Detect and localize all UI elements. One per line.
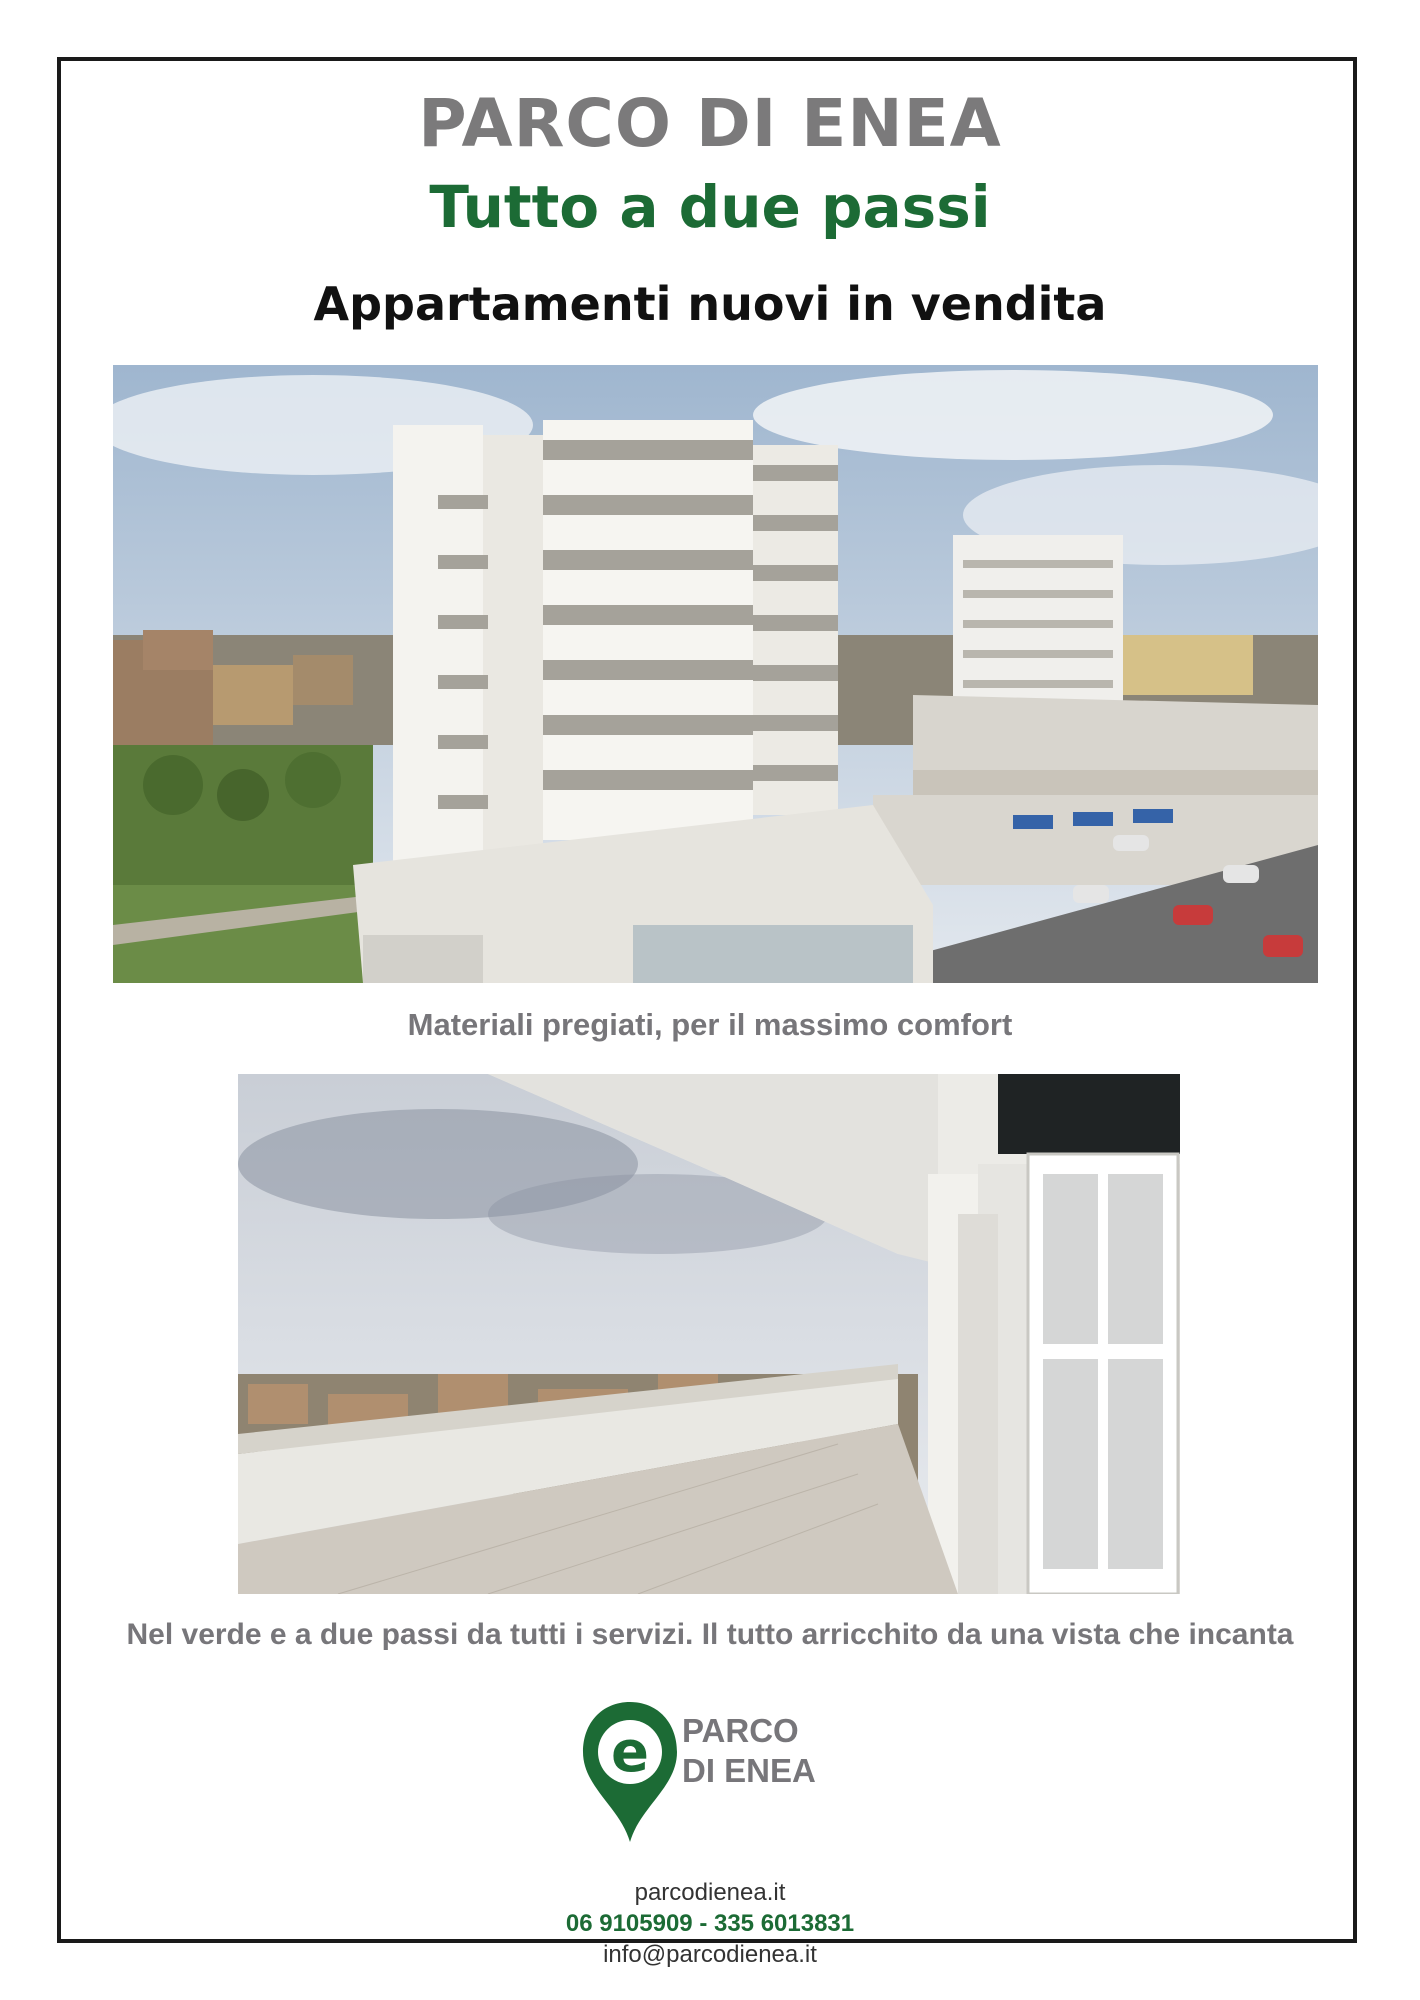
- website-link[interactable]: parcodienea.it: [634, 1879, 786, 1906]
- terrace-photo: [238, 1074, 1180, 1594]
- page-frame: [57, 57, 1357, 1943]
- brand-logo: [580, 1697, 860, 1857]
- headline: Appartamenti nuovi in vendita: [313, 277, 1107, 331]
- page-subtitle: Tutto a due passi: [429, 173, 991, 241]
- phone-numbers[interactable]: 06 9105909 - 335 6013831: [565, 1910, 855, 1937]
- caption-green: Nel verde e a due passi da tutti i servizi. Il tutto arricchito da una vista che incanta: [126, 1618, 1294, 1651]
- email-link[interactable]: info@parcodienea.it: [603, 1941, 817, 1968]
- logo-letter: e: [611, 1720, 649, 1785]
- building-photo: [113, 365, 1318, 983]
- location-pin-icon: [580, 1697, 680, 1847]
- logo-line-1: PARCO: [682, 1712, 799, 1749]
- page-title: PARCO DI ENEA: [418, 85, 1002, 162]
- caption-materials: Materiali pregiati, per il massimo comfort: [407, 1007, 1013, 1042]
- logo-line-2: DI ENEA: [682, 1752, 816, 1789]
- logo-wordmark: [682, 1711, 816, 1791]
